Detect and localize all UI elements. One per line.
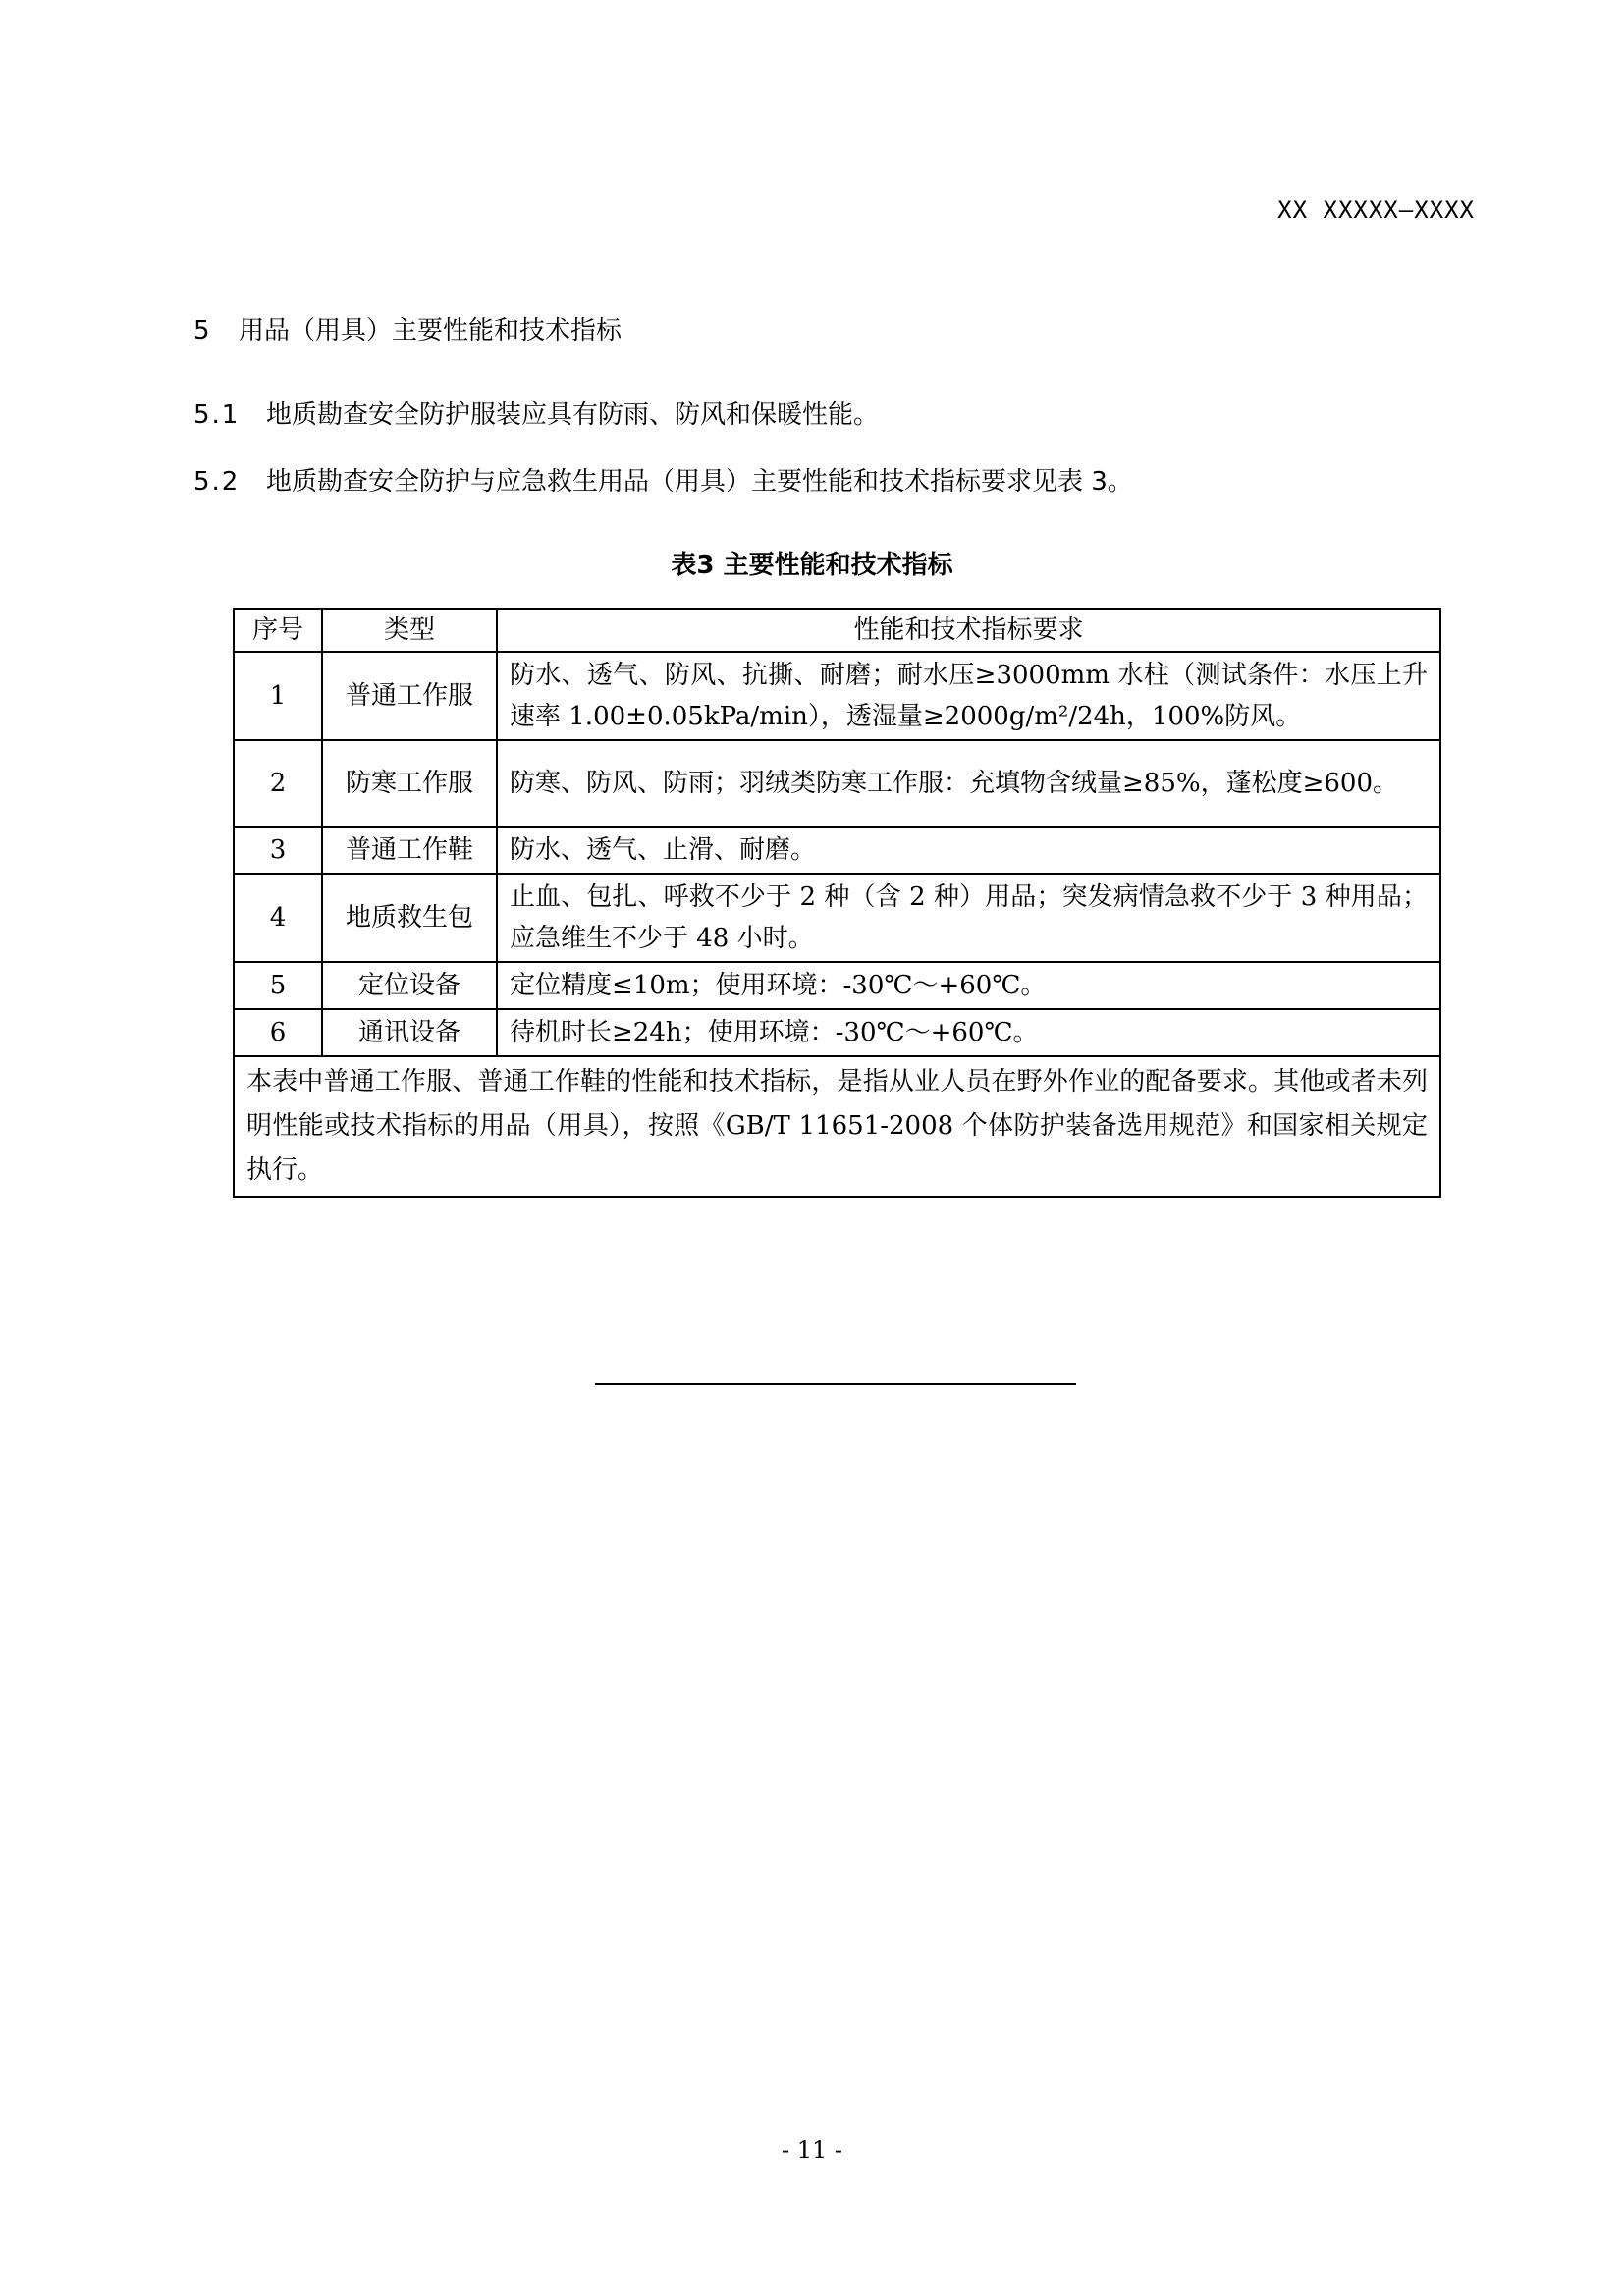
row-requirements: 定位精度≤10m；使用环境：-30℃～+60℃。 — [497, 962, 1440, 1009]
row-type: 定位设备 — [322, 962, 497, 1009]
table-row — [234, 874, 1440, 962]
row-number: 6 — [234, 1009, 322, 1056]
clause-5-2 — [193, 461, 1133, 498]
header-requirements: 性能和技术指标要求 — [497, 609, 1440, 652]
row-requirements: 待机时长≥24h；使用环境：-30℃～+60℃。 — [497, 1009, 1440, 1056]
table-header-row — [234, 609, 1440, 652]
table-row — [234, 652, 1440, 740]
section-number: 5 — [193, 316, 212, 346]
row-number: 1 — [234, 652, 322, 740]
table-row — [234, 962, 1440, 1009]
section-5-heading — [193, 310, 622, 347]
row-number: 3 — [234, 827, 322, 874]
row-number: 2 — [234, 740, 322, 827]
row-type: 防寒工作服 — [322, 740, 497, 827]
clause-text: 地质勘查安全防护服装应具有防雨、防风和保暖性能。 — [266, 400, 880, 430]
performance-table — [233, 608, 1441, 1198]
row-type: 普通工作服 — [322, 652, 497, 740]
clause-number: 5.2 — [193, 467, 241, 497]
row-requirements: 防寒、防风、防雨；羽绒类防寒工作服：充填物含绒量≥85%，蓬松度≥600。 — [497, 740, 1440, 827]
table-note-row — [234, 1056, 1440, 1197]
row-requirements: 防水、透气、止滑、耐磨。 — [497, 827, 1440, 874]
row-requirements: 防水、透气、防风、抗撕、耐磨；耐水压≥3000mm 水柱（测试条件：水压上升速率 1.00±0.05kPa/min），透湿量≥2000g/m²/24h，100%防风。 — [497, 652, 1440, 740]
row-requirements: 止血、包扎、呼救不少于 2 种（含 2 种）用品；突发病情急救不少于 3 种用品；应急维生不少于 48 小时。 — [497, 874, 1440, 962]
table-note: 本表中普通工作服、普通工作鞋的性能和技术指标，是指从业人员在野外作业的配备要求。其他或者未列明性能或技术指标的用品（用具），按照《GB/T 11651-2008 个体防护装备选用规范》和国家相关规定执行。 — [234, 1056, 1440, 1197]
row-number: 5 — [234, 962, 322, 1009]
clause-text: 地质勘查安全防护与应急救生用品（用具）主要性能和技术指标要求见表 3。 — [266, 467, 1133, 497]
header-no: 序号 — [234, 609, 322, 652]
row-type: 通讯设备 — [322, 1009, 497, 1056]
clause-5-1 — [193, 395, 879, 431]
row-type: 地质救生包 — [322, 874, 497, 962]
header-type: 类型 — [322, 609, 497, 652]
table-row — [234, 1009, 1440, 1056]
row-number: 4 — [234, 874, 322, 962]
table-caption: 表3 主要性能和技术指标 — [671, 551, 953, 580]
clause-number: 5.1 — [193, 400, 241, 430]
document-id: XX XXXXX—XXXX — [1277, 196, 1475, 224]
end-of-text-rule — [595, 1383, 1076, 1385]
table-row — [234, 827, 1440, 874]
table-row — [234, 740, 1440, 827]
page-number: - 11 - — [781, 2136, 842, 2163]
row-type: 普通工作鞋 — [322, 827, 497, 874]
section-title: 用品（用具）主要性能和技术指标 — [239, 316, 623, 346]
